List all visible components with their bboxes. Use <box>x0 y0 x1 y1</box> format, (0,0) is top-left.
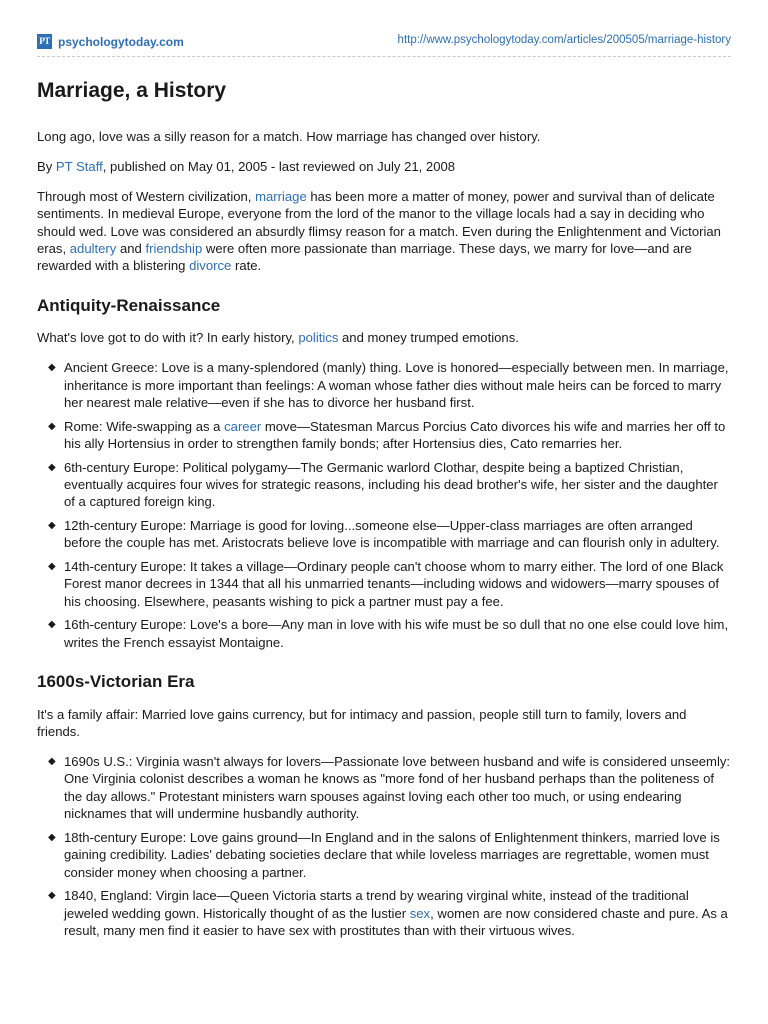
bullet-icon: ◆ <box>48 560 56 572</box>
article-url-link[interactable]: http://www.psychologytoday.com/articles/200505/marriage-history <box>397 34 731 46</box>
bullet-icon: ◆ <box>48 890 56 902</box>
divorce-link[interactable]: divorce <box>189 258 232 274</box>
list-item: ◆ 18th-century Europe: Love gains ground—In England and in the salons of Enlightenment thinkers, married love is gaining credibility. Ladies' debating societies declare that while loveless marriages are regrettable, women must consider money when choosing a partner. <box>48 829 720 880</box>
site-logo[interactable] <box>37 34 184 49</box>
politics-link[interactable]: politics <box>298 330 339 346</box>
marriage-link[interactable]: marriage <box>255 188 307 204</box>
bullet-icon: ◆ <box>48 619 56 631</box>
page <box>37 0 731 938</box>
list-item: ◆ 12th-century Europe: Marriage is good for loving...someone else—Upper-class marriages are often arranged before the couple has met. Aristocrats believe love is incompatible with marriage and can flourish only in adultery. <box>48 517 720 551</box>
article-title: Marriage, a History <box>37 79 227 102</box>
section-lead-antiquity: What's love got to do with it? In early history, politics and money trumped emotions. <box>37 330 519 346</box>
pt-logo-icon: PT <box>37 34 52 49</box>
list-item: ◆ Rome: Wife-swapping as a career move—Statesman Marcus Porcius Cato divorces his wife and marries her off to his ally Hortensius in order to strengthen family bonds; after Hortensius dies, Cato remarries her. <box>48 418 726 451</box>
bullet-icon: ◆ <box>48 831 56 843</box>
section-heading-antiquity: Antiquity-Renaissance <box>37 295 221 315</box>
adultery-link[interactable]: adultery <box>69 241 117 257</box>
intro-paragraph: Through most of Western civilization, marriage has been more a matter of money, power and survival than of delicate sentiments. In medieval Europe, everyone from the lord of the manor to the village locals had a say in deciding who should wed. Love was considered an absurdly flimsy reason for a match. Even during the Enlightenment and Victorian eras, adultery and friendship were often more passionate than marriage. These days, we marry for love—and are rewarded with a blistering divorce rate. <box>37 188 721 274</box>
byline: By PT Staff, published on May 01, 2005 - last reviewed on July 21, 2008 <box>37 158 456 174</box>
article-subtitle: Long ago, love was a silly reason for a match. How marriage has changed over history. <box>37 129 541 144</box>
section-lead-victorian: It's a family affair: Married love gains currency, but for intimacy and passion, people still turn to family, lovers and friends. <box>37 706 687 739</box>
author-link[interactable]: PT Staff <box>55 158 103 174</box>
list-item: ◆ 6th-century Europe: Political polygamy—The Germanic warlord Clothar, despite being a baptized Christian, eventually acquires four wives for strategic reasons, including his dead brother's wife, her sister and the daughter of a captured foreign king. <box>48 459 718 510</box>
site-name[interactable]: psychologytoday.com <box>58 34 184 49</box>
bullet-icon: ◆ <box>48 755 56 767</box>
list-item: ◆ 14th-century Europe: It takes a village—Ordinary people can't choose whom to marry either. The lord of one Black Forest manor decrees in 1344 that all his unmarried tenants—including widows and widowers—marry spouses of his choosing. Elsewhere, peasants wishing to pick a partner must pay a fee. <box>48 558 724 609</box>
section-heading-victorian: 1600s-Victorian Era <box>37 672 195 692</box>
bullet-icon: ◆ <box>48 461 56 473</box>
bullet-icon: ◆ <box>48 420 56 432</box>
victorian-list <box>37 753 731 939</box>
antiquity-list <box>37 359 731 651</box>
friendship-link[interactable]: friendship <box>145 241 203 257</box>
print-header <box>37 0 731 57</box>
list-item: ◆ 1840, England: Virgin lace—Queen Victoria starts a trend by wearing virginal white, instead of the traditional jeweled wedding gown. Historically thought of as the lustier sex, women are now considered chaste and pure. As a result, many men find it easier to have sex with prostitutes than with their virtuous wives. <box>48 888 728 938</box>
list-item: ◆ 1690s U.S.: Virginia wasn't always for lovers—Passionate love between husband and wife is considered unseemly: One Virginia colonist describes a woman he knows as "more fond of her husband perhaps than the politeness of the day allows." Protestant ministers warn spouses against loving each other too much, or using endearing nicknames that will undermine husbandly authority. <box>48 753 731 822</box>
list-item: ◆ Ancient Greece: Love is a many-splendored (manly) thing. Love is honored—especially between men. In marriage, inheritance is more important than feelings: A woman whose father dies without male heirs can be forced to marry her nearest male relative—even if she has to divorce her husband first. <box>48 360 729 410</box>
article-body <box>37 128 731 946</box>
bullet-icon: ◆ <box>48 519 56 531</box>
bullet-icon: ◆ <box>48 362 56 374</box>
career-link[interactable]: career <box>224 418 262 434</box>
sex-link[interactable]: sex <box>409 905 431 921</box>
list-item: ◆ 16th-century Europe: Love's a bore—Any man in love with his wife must be so dull that no one else could love him, writes the French essayist Montaigne. <box>48 617 729 650</box>
